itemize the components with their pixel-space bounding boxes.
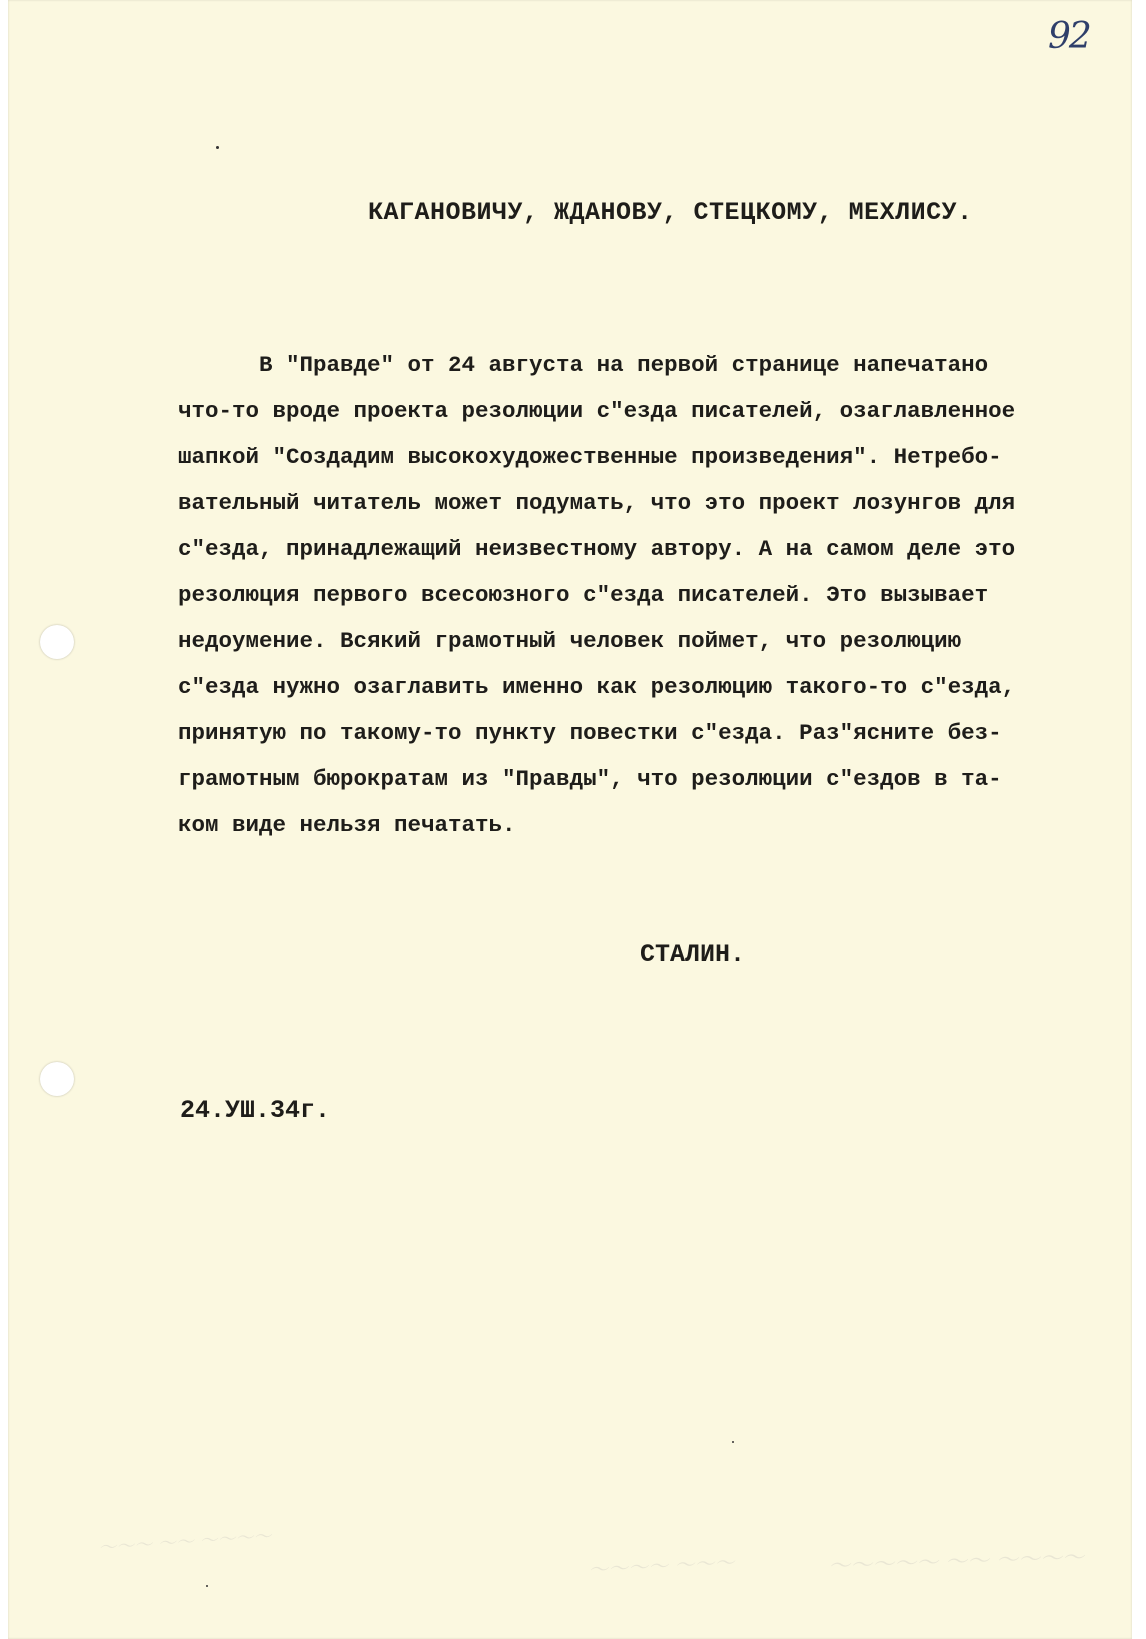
faint-pencil-marks: ～～～ ～～ ～～～～ — [97, 1525, 273, 1560]
body-line: вательный читатель может подумать, что это проект лозунгов для — [178, 490, 1016, 516]
body-line: принятую по такому-то пункту повестки с"езда. Раз"ясните без- — [178, 720, 1002, 746]
body-line: В "Правде" от 24 августа на первой странице напечатано — [178, 352, 989, 378]
ink-speck — [206, 1585, 208, 1587]
punch-hole — [40, 1062, 74, 1096]
punch-hole — [40, 625, 74, 659]
document-page — [8, 0, 1132, 1639]
body-line: грамотным бюрократам из "Правды", что резолюции с"ездов в та- — [178, 766, 1002, 792]
addressees-line: КАГАНОВИЧУ, ЖДАНОВУ, СТЕЦКОМУ, МЕХЛИСУ. — [368, 198, 973, 227]
body-line: с"езда нужно озаглавить именно как резолюцию такого-то с"езда, — [178, 674, 1016, 700]
body-line: недоумение. Всякий грамотный человек поймет, что резолюцию — [178, 628, 962, 654]
body-line: резолюция первого всесоюзного с"езда писателей. Это вызывает — [178, 582, 989, 608]
letter-body — [178, 342, 1015, 848]
body-line: шапкой "Создадим высокохудожественные произведения". Нетребо- — [178, 444, 1002, 470]
body-line: что-то вроде проекта резолюции с"езда писателей, озаглавленное — [178, 398, 1016, 424]
faint-pencil-marks: ～～～～～ ～～ ～～～～ — [827, 1545, 1085, 1580]
body-line: ком виде нельзя печатать. — [178, 812, 516, 838]
handwritten-page-number: 92 — [1048, 16, 1090, 57]
ink-speck — [216, 146, 219, 149]
body-line: с"езда, принадлежащий неизвестному автору. А на самом деле это — [178, 536, 1016, 562]
faint-pencil-marks: ～～～～ ～～～ — [587, 1550, 735, 1582]
document-date: 24.УШ.34г. — [180, 1096, 331, 1125]
ink-speck — [732, 1441, 734, 1443]
signature: СТАЛИН. — [640, 940, 746, 969]
